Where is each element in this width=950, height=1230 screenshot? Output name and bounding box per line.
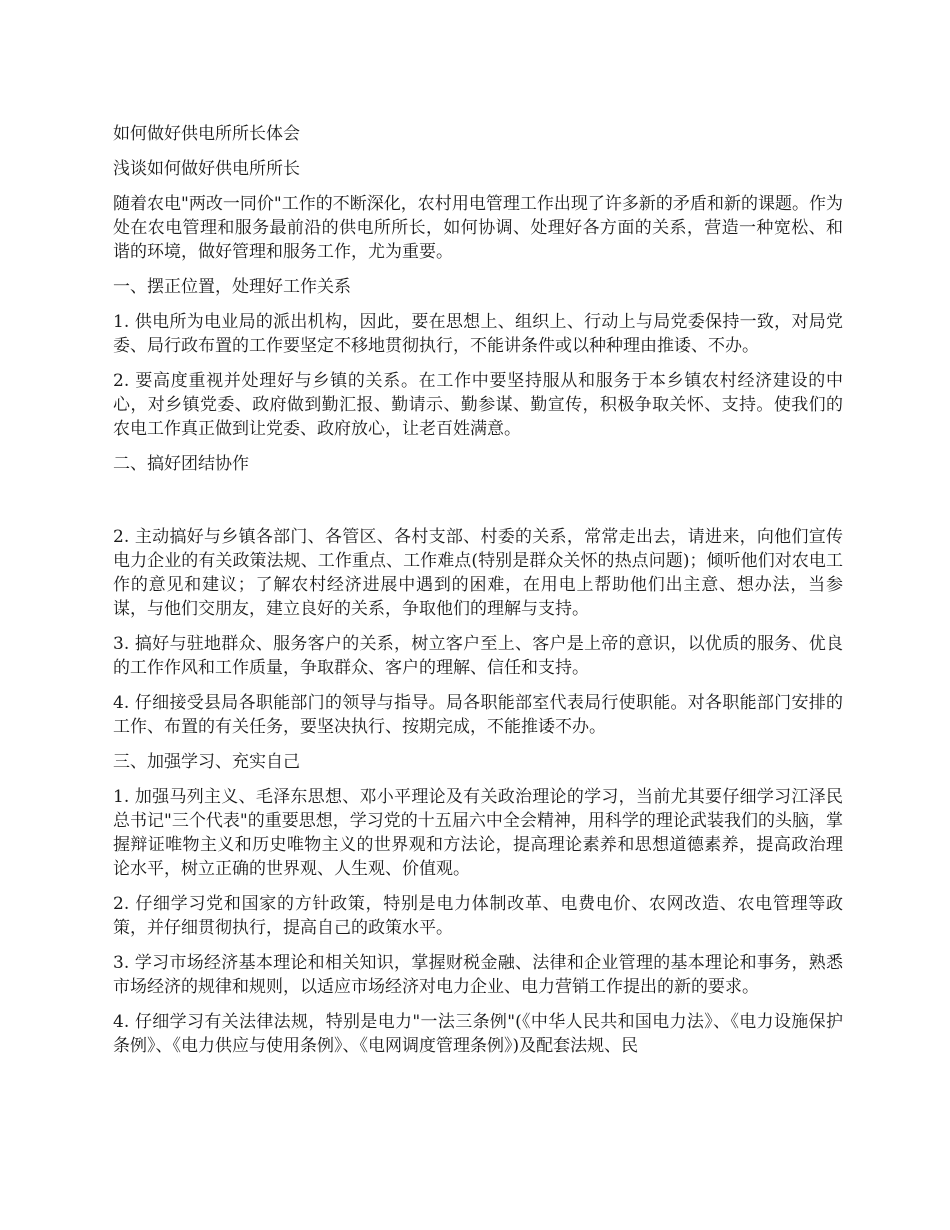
blank-gap	[113, 487, 843, 525]
section-3-paragraph-2: 2. 仔细学习党和国家的方针政策，特别是电力体制改革、电费电价、农网改造、农电管理等政策，并仔细贯彻执行，提高自己的政策水平。	[113, 894, 843, 938]
section-1-heading: 一、摆正位置，处理好工作关系	[113, 277, 351, 297]
document-page	[113, 122, 843, 1069]
section-2-paragraph-2: 2. 主动搞好与乡镇各部门、各管区、各村支部、村委的关系，常常走出去，请进来，向他们宣传电力企业的有关政策法规、工作重点、工作难点(特别是群众关怀的热点问题)；倾听他们对农电工作的意见和建议；了解农村经济进展中遇到的困难，在用电上帮助他们出主意、想办法，当参谋，与他们交朋友，建立良好的关系，争取他们的理解与支持。	[113, 527, 843, 619]
section-3-paragraph-3: 3. 学习市场经济基本理论和相关知识，掌握财税金融、法律和企业管理的基本理论和事务，熟悉市场经济的规律和规则，以适应市场经济对电力企业、电力营销工作提出的新的要求。	[113, 953, 843, 997]
section-3-paragraph-4: 4. 仔细学习有关法律法规，特别是电力"一法三条例"(《中华人民共和国电力法》、《电力设施保护条例》、《电力供应与使用条例》、《电网调度管理条例》)及配套法规、民	[113, 1012, 843, 1056]
section-2-paragraph-4: 4. 仔细接受县局各职能部门的领导与指导。局各职能部室代表局行使职能。对各职能部门安排的工作、布置的有关任务，要坚决执行、按期完成，不能推诿不办。	[113, 693, 843, 737]
section-2-paragraph-3: 3. 搞好与驻地群众、服务客户的关系，树立客户至上、客户是上帝的意识，以优质的服务、优良的工作作风和工作质量，争取群众、客户的理解、信任和支持。	[113, 634, 843, 678]
document-title: 如何做好供电所所长体会	[113, 124, 300, 144]
section-3-heading: 三、加强学习、充实自己	[113, 752, 300, 772]
section-2-heading: 二、搞好团结协作	[113, 454, 249, 474]
section-1-paragraph-2: 2. 要高度重视并处理好与乡镇的关系。在工作中要坚持服从和服务于本乡镇农村经济建设的中心，对乡镇党委、政府做到勤汇报、勤请示、勤参谋、勤宣传，积极争取关怀、支持。使我们的农电工作真正做到让党委、政府放心，让老百姓满意。	[113, 371, 843, 439]
document-subtitle: 浅谈如何做好供电所所长	[113, 159, 300, 179]
section-1-paragraph-1: 1. 供电所为电业局的派出机构，因此，要在思想上、组织上、行动上与局党委保持一致，对局党委、局行政布置的工作要坚定不移地贯彻执行，不能讲条件或以种种理由推诿、不办。	[113, 312, 843, 356]
section-3-paragraph-1: 1. 加强马列主义、毛泽东思想、邓小平理论及有关政治理论的学习，当前尤其要仔细学习江泽民总书记"三个代表"的重要思想，学习党的十五届六中全会精神，用科学的理论武装我们的头脑，掌握辩证唯物主义和历史唯物主义的世界观和方法论，提高理论素养和思想道德素养，提高政治理论水平，树立正确的世界观、人生观、价值观。	[113, 787, 843, 879]
intro-paragraph: 随着农电"两改一同价"工作的不断深化，农村用电管理工作出现了许多新的矛盾和新的课题。作为处在农电管理和服务最前沿的供电所所长，如何协调、处理好各方面的关系，营造一种宽松、和谐的环境，做好管理和服务工作，尤为重要。	[113, 194, 843, 262]
